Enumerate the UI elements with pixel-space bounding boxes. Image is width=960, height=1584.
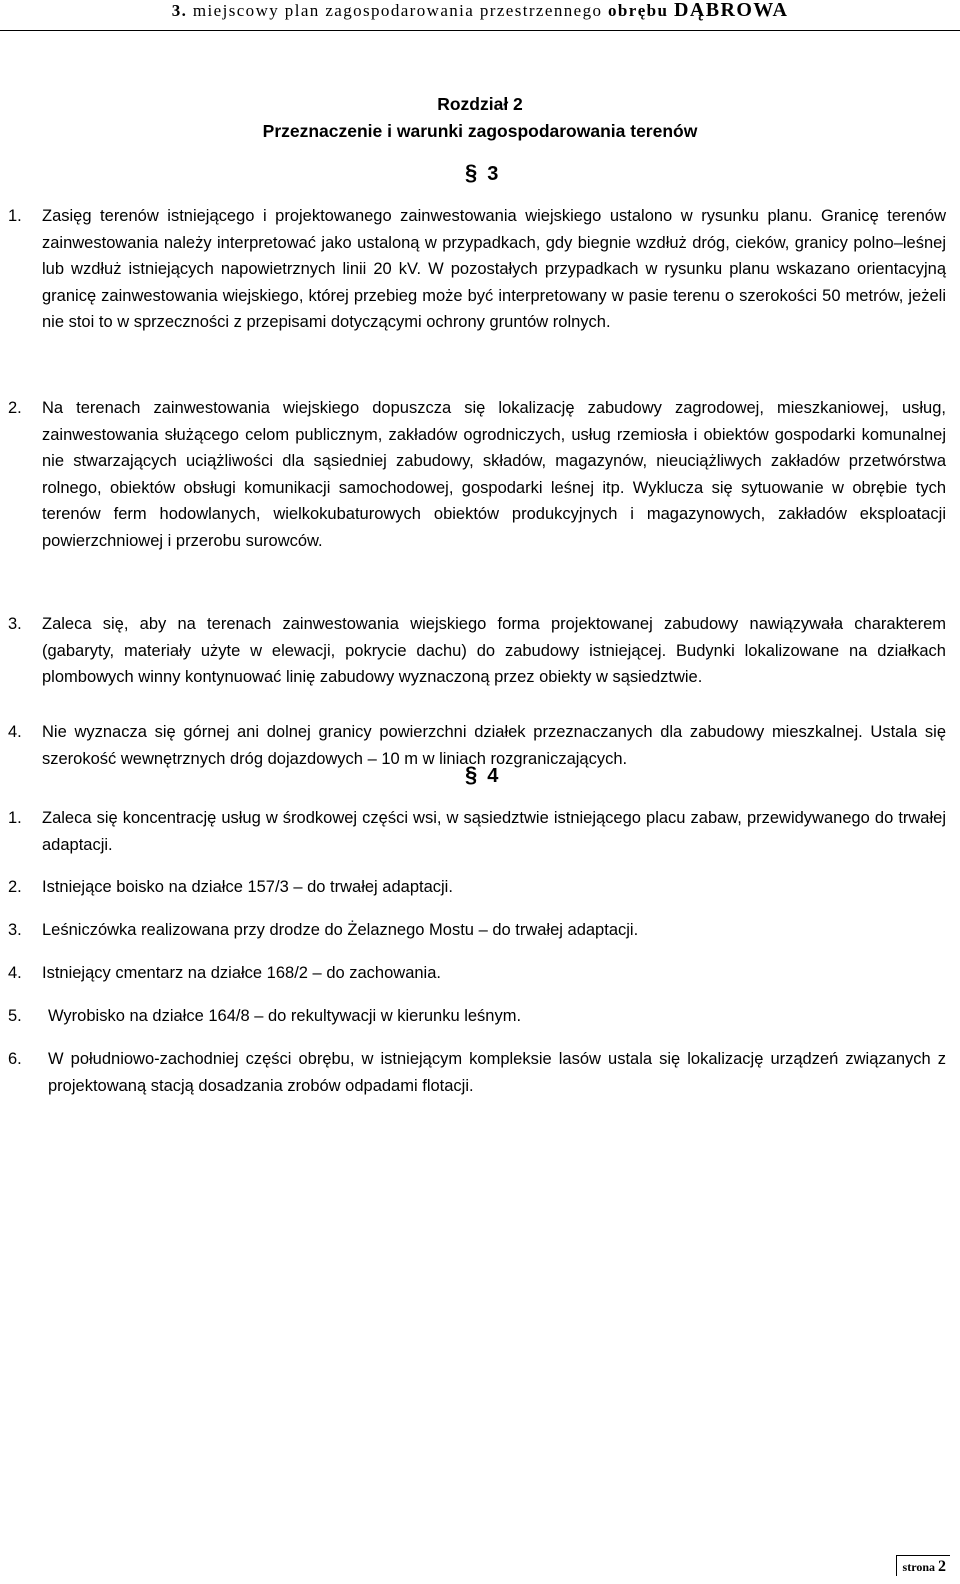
item-number: 6. [8,1050,22,1068]
item-number: 4. [8,723,22,741]
page-footer [896,1555,950,1576]
list-item [8,1003,946,1030]
section-heading-4 [465,762,498,788]
list-item [8,960,946,987]
item-text: Istniejący cmentarz na działce 168/2 – do zachowania. [42,964,441,982]
chapter-number: Rozdział 2 [437,94,523,114]
section-number: 3 [487,163,499,185]
item-number: 5. [8,1007,22,1025]
header-title-text: miejscowy plan zagospodarowania przestrzennego [192,1,603,20]
chapter-title: Przeznaczenie i warunki zagospodarowania terenów [262,121,698,141]
item-text: Nie wyznacza się górnej ani dolnej granicy powierzchni działek przeznaczanych dla zabudowy mieszkalnej. Ustala się szerokość wewnętrznych dróg dojazdowych – 10 m w liniach rozgraniczających. [42,723,946,768]
list-item [8,874,946,901]
item-number: 2. [8,878,22,896]
header-place-name: DĄBROWA [674,0,789,21]
footer-label: strona [902,1560,935,1574]
item-number: 1. [8,809,22,827]
section-heading-3 [465,160,498,186]
item-number: 3. [8,615,22,633]
list-item [8,395,946,554]
list-item [8,611,946,691]
section-number: 4 [487,765,499,787]
item-text: Zasięg terenów istniejącego i projektowanego zainwestowania wiejskiego ustalono w rysunku planu. Granicę terenów zainwestowania należy interpretować jako ustaloną w przypadkach, gdy biegnie wzdłuż dróg, cieków, granicy polno–leśnej lub wzdłuż istniejących napowietrznych linii 20 kV. W pozostałych przypadkach w rysunku planu wskazano orientacyjną granicę zainwestowania wiejskiego, której przebieg może być interpretowany w pasie terenu o szerokości 50 metrów, jeżeli nie stoi to w sprzeczności z przepisami dotyczącymi ochrony gruntów rolnych. [42,207,946,331]
footer-page-number: 2 [938,1558,946,1575]
section-symbol: § [465,762,478,787]
list-item [8,203,946,336]
item-number: 1. [8,207,22,225]
item-number: 4. [8,964,22,982]
list-item [8,805,946,858]
item-text: Istniejące boisko na działce 157/3 – do trwałej adaptacji. [42,878,453,896]
list-item [8,917,946,944]
item-text: Zaleca się koncentrację usług w środkowej części wsi, w sąsiedztwie istniejącego placu zabaw, przewidywanego do trwałej adaptacji. [42,809,946,854]
item-text: Zaleca się, aby na terenach zainwestowania wiejskiego forma projektowanej zabudowy nawiązywała charakterem (gabaryty, materiały użyte w elewacji, pokrycie dachu) do zabudowy istniejącej. Budynki lokalizowane na działkach plombowych winny kontynuować linię zabudowy wyznaczoną przez obiekty w sąsiedztwie. [42,615,946,686]
section-symbol: § [465,160,478,185]
header-prefix-number: 3. [171,1,188,20]
item-number: 2. [8,399,22,417]
item-text: Na terenach zainwestowania wiejskiego dopuszcza się lokalizację zabudowy zagrodowej, mieszkaniowej, usług, zainwestowania służącego celom publicznym, zakładów ogrodniczych, usług rzemiosła i obiektów gospodarki komunalnej nie stwarzających uciążliwości dla sąsiedniej zabudowy, składów, magazynów, nieuciążliwych zakładów przetwórstwa rolnego, obiektów obsługi komunikacji samochodowej, gospodarki leśnej itp. Wyklucza się sytuowanie w obrębie tych terenów ferm hodowlanych, wielkokubaturowych obiektów produkcyjnych i magazynowych, zakładów eksploatacji powierzchniowej i przerobu surowców. [42,399,946,550]
item-text: Wyrobisko na działce 164/8 – do rekultywacji w kierunku leśnym. [48,1007,522,1025]
item-text: Leśniczówka realizowana przy drodze do Żelaznego Mostu – do trwałej adaptacji. [42,921,639,939]
item-text: W południowo-zachodniej części obrębu, w istniejącym kompleksie lasów ustala się lokalizację urządzeń związanych z projektowaną stacją dosadzania zrobów odpadami flotacji. [48,1050,946,1095]
item-number: 3. [8,921,22,939]
header-obreb-label: obrębu [608,1,669,20]
list-item [8,1046,946,1099]
page-header [0,0,960,31]
